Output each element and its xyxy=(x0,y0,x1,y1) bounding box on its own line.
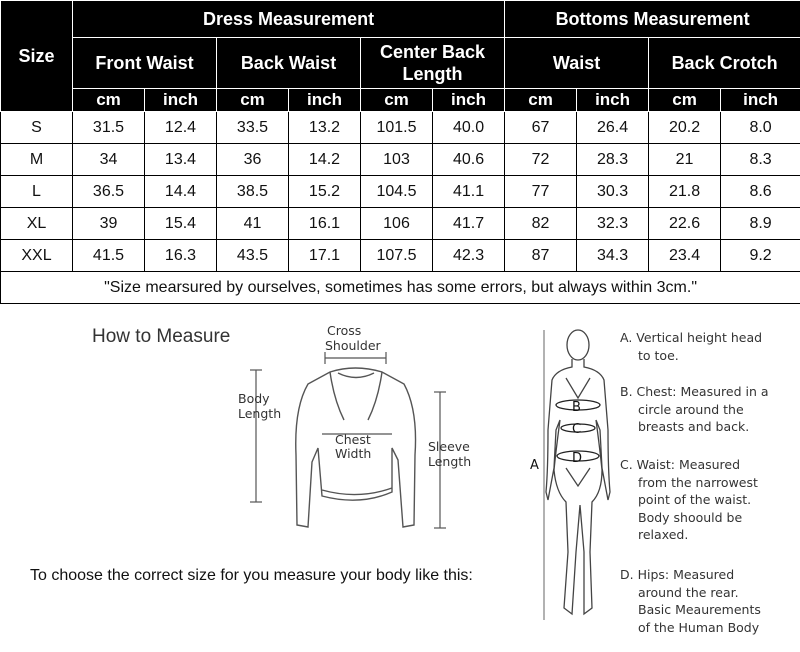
size-label: L xyxy=(1,176,73,208)
measurement-cell: 28.3 xyxy=(577,144,649,176)
body-length-label-2: Length xyxy=(238,406,282,421)
measurement-cell: 41.1 xyxy=(433,176,505,208)
measurement-cell: 41.7 xyxy=(433,208,505,240)
legend-waist xyxy=(620,456,790,544)
size-column-header: Size xyxy=(1,1,73,112)
measurement-cell: 33.5 xyxy=(217,112,289,144)
unit-cm: cm xyxy=(73,89,145,112)
size-label: S xyxy=(1,112,73,144)
unit-cm: cm xyxy=(649,89,721,112)
unit-cm: cm xyxy=(217,89,289,112)
measurement-cell: 34.3 xyxy=(577,240,649,272)
measurement-cell: 15.2 xyxy=(289,176,361,208)
measurement-cell: 12.4 xyxy=(145,112,217,144)
measurement-cell: 40.6 xyxy=(433,144,505,176)
size-label: XXL xyxy=(1,240,73,272)
legend-line: B. Chest: Measured in a xyxy=(620,384,769,399)
measurement-cell: 17.1 xyxy=(289,240,361,272)
measurement-cell: 87 xyxy=(505,240,577,272)
garment-neckline xyxy=(338,373,374,378)
height-letter-a: A xyxy=(530,458,539,473)
measurement-cell: 9.2 xyxy=(721,240,800,272)
measurement-cell: 82 xyxy=(505,208,577,240)
legend-line: breasts and back. xyxy=(638,419,750,434)
measurement-cell: 30.3 xyxy=(577,176,649,208)
size-label: XL xyxy=(1,208,73,240)
front-waist-header: Front Waist xyxy=(73,38,217,89)
legend-line: around the rear. xyxy=(638,584,739,600)
chest-width-label-2: Width xyxy=(335,446,372,461)
measurement-cell: 22.6 xyxy=(649,208,721,240)
unit-inch: inch xyxy=(145,89,217,112)
bottoms-measurement-header: Bottoms Measurement xyxy=(505,1,800,38)
measurement-cell: 34 xyxy=(73,144,145,176)
measurement-cell: 14.2 xyxy=(289,144,361,176)
hip-letter-d: D xyxy=(572,451,583,466)
legend-line: C. Waist: Measured xyxy=(620,457,741,472)
measurement-note: "Size mearsured by ourselves, sometimes has some errors, but always within 3cm." xyxy=(1,272,800,304)
waist-header: Waist xyxy=(505,38,649,89)
back-crotch-header: Back Crotch xyxy=(649,38,800,89)
measurement-cell: 23.4 xyxy=(649,240,721,272)
measurement-cell: 72 xyxy=(505,144,577,176)
legend-height xyxy=(620,329,790,364)
measurement-cell: 26.4 xyxy=(577,112,649,144)
legend-line: Body shoould be xyxy=(638,509,743,525)
measurement-cell: 41 xyxy=(217,208,289,240)
how-to-measure-title: How to Measure xyxy=(92,326,231,347)
waist-letter-c: C xyxy=(572,422,582,437)
legend-line: Basic Meaurements xyxy=(638,602,761,617)
measurement-cell: 8.3 xyxy=(721,144,800,176)
measurement-cell: 32.3 xyxy=(577,208,649,240)
unit-cm: cm xyxy=(505,89,577,112)
measurement-cell: 104.5 xyxy=(361,176,433,208)
legend-line: point of the waist. xyxy=(638,492,752,507)
cross-shoulder-label-2: Shoulder xyxy=(325,338,381,353)
measurement-cell: 16.1 xyxy=(289,208,361,240)
unit-inch: inch xyxy=(289,89,361,112)
measurement-cell: 8.6 xyxy=(721,176,800,208)
legend-line: from the narrowest xyxy=(638,474,758,490)
unit-inch: inch xyxy=(721,89,800,112)
dress-measurement-header: Dress Measurement xyxy=(73,1,505,38)
measurement-cell: 67 xyxy=(505,112,577,144)
unit-cm: cm xyxy=(361,89,433,112)
sleeve-length-label-1: Sleeve xyxy=(428,439,470,454)
chest-letter-b: B xyxy=(572,400,581,415)
measurement-cell: 14.4 xyxy=(145,176,217,208)
measurement-cell: 43.5 xyxy=(217,240,289,272)
measurement-cell: 36 xyxy=(217,144,289,176)
measurement-cell: 107.5 xyxy=(361,240,433,272)
measurement-cell: 40.0 xyxy=(433,112,505,144)
measurement-cell: 8.9 xyxy=(721,208,800,240)
garment-collar xyxy=(330,372,382,420)
body-length-label-1: Body xyxy=(238,391,270,406)
body-figure xyxy=(544,330,610,620)
choose-size-instruction: To choose the correct size for you measure your body like this: xyxy=(30,567,473,584)
legend-line: to toe. xyxy=(638,347,679,363)
measurement-cell: 15.4 xyxy=(145,208,217,240)
legend-line: circle around the xyxy=(638,401,744,417)
measurement-cell: 39 xyxy=(73,208,145,240)
measurement-cell: 41.5 xyxy=(73,240,145,272)
measurement-cell: 21.8 xyxy=(649,176,721,208)
measurement-cell: 42.3 xyxy=(433,240,505,272)
legend-line: of the Human Body xyxy=(638,619,760,635)
chest-width-label-1: Chest xyxy=(335,432,371,447)
unit-inch: inch xyxy=(577,89,649,112)
garment-hem xyxy=(322,488,392,495)
measurement-cell: 13.2 xyxy=(289,112,361,144)
measurement-cell: 8.0 xyxy=(721,112,800,144)
measurement-cell: 38.5 xyxy=(217,176,289,208)
measurement-cell: 36.5 xyxy=(73,176,145,208)
sleeve-length-label-2: Length xyxy=(428,454,472,469)
legend-chest xyxy=(620,383,790,436)
legend-line: D. Hips: Measured xyxy=(620,567,735,582)
legend-hips xyxy=(620,566,790,636)
measurement-cell: 13.4 xyxy=(145,144,217,176)
body-head xyxy=(567,330,589,360)
measurement-cell: 21 xyxy=(649,144,721,176)
measurement-cell: 31.5 xyxy=(73,112,145,144)
unit-inch: inch xyxy=(433,89,505,112)
size-label: M xyxy=(1,144,73,176)
measurement-cell: 106 xyxy=(361,208,433,240)
measurement-cell: 101.5 xyxy=(361,112,433,144)
measurement-cell: 103 xyxy=(361,144,433,176)
legend-line: A. Vertical height head xyxy=(620,330,763,345)
measurement-cell: 16.3 xyxy=(145,240,217,272)
cross-shoulder-label-1: Cross xyxy=(327,323,362,338)
center-back-length-header: Center Back Length xyxy=(361,38,505,89)
measurement-cell: 77 xyxy=(505,176,577,208)
back-waist-header: Back Waist xyxy=(217,38,361,89)
measurement-cell: 20.2 xyxy=(649,112,721,144)
legend-line: relaxed. xyxy=(638,527,689,542)
